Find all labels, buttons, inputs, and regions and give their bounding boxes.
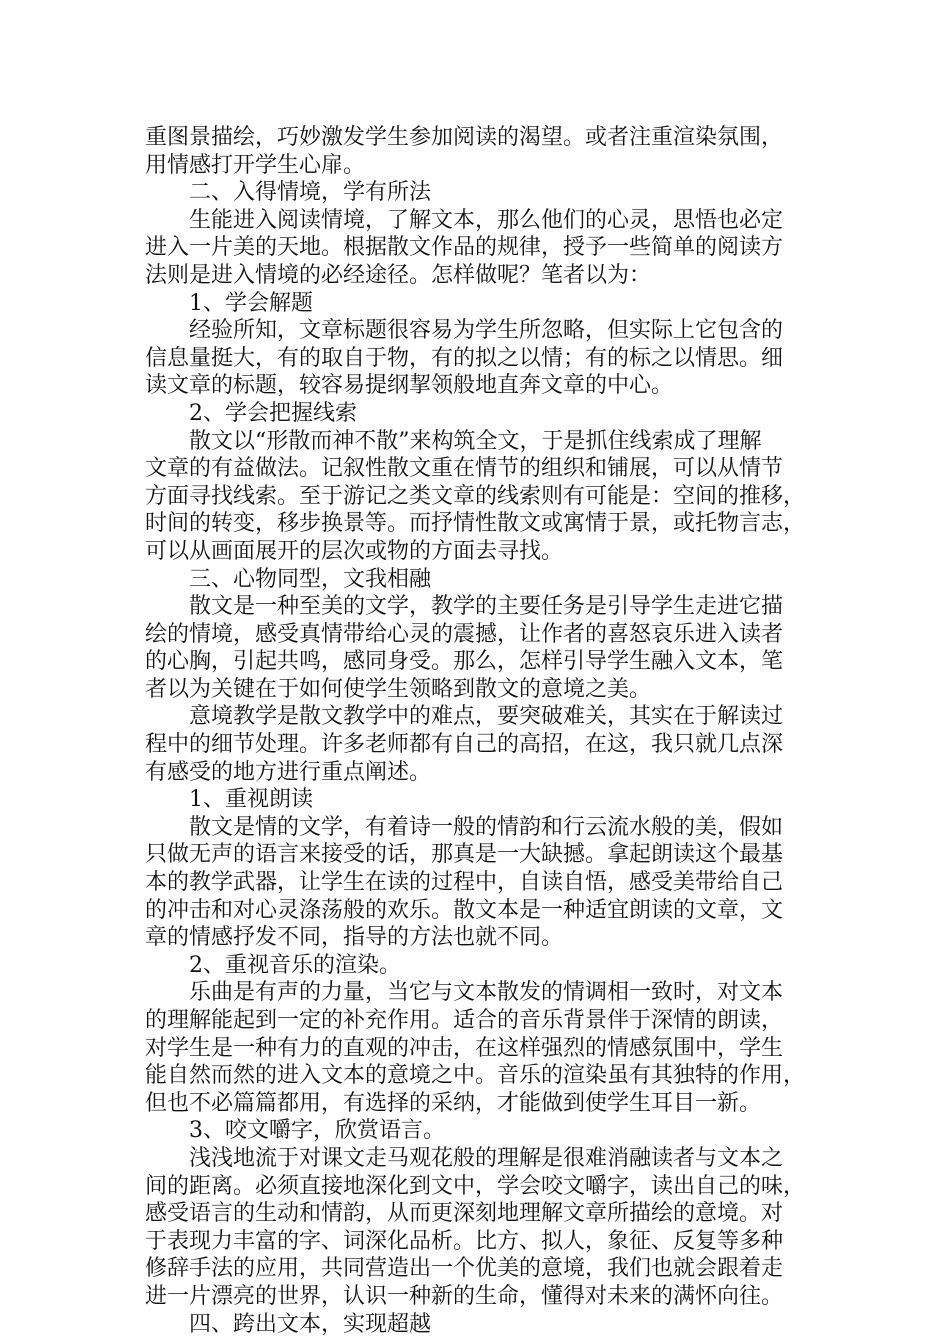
text-line: 散文是情的文学，有着诗一般的情韵和行云流水般的美，假如	[189, 814, 784, 840]
text-line: 1、学会解题	[189, 290, 313, 316]
text-line: 本的教学武器，让学生在读的过程中，自读自悟，感受美带给自己	[145, 870, 784, 896]
text-line: 的心胸，引起共鸣，感同身受。那么，怎样引导学生融入文本，笔	[145, 649, 784, 675]
text-line: 重图景描绘，巧妙激发学生参加阅读的渴望。或者注重渲染氛围，	[145, 125, 784, 150]
text-line: 于表现力丰富的字、词深化品析。比方、拟人，象征、反复等多种	[145, 1228, 784, 1254]
text-line: 用情感打开学生心扉。	[145, 152, 366, 178]
text-line: 修辞手法的应用，共同营造出一个优美的意境，我们也就会跟着走	[145, 1256, 784, 1282]
text-line: 对学生是一种有力的直观的冲击，在这样强烈的情感氛围中，学生	[145, 1035, 784, 1061]
text-line: 经验所知，文章标题很容易为学生所忽略，但实际上它包含的	[189, 318, 784, 344]
text-line: 章的情感抒发不同，指导的方法也就不同。	[145, 925, 564, 951]
text-line: 进入一片美的天地。根据散文作品的规律，授予一些简单的阅读方	[145, 235, 784, 261]
text-line: 法则是进入情境的必经途径。怎样做呢？笔者以为：	[145, 262, 652, 288]
text-line: 1、重视朗读	[189, 787, 313, 813]
document-body	[145, 124, 805, 1338]
text-line: 能自然而然的进入文本的意境之中。音乐的渲染虽有其独特的作用，	[145, 1063, 806, 1089]
text-line: 可以从画面展开的层次或物的方面去寻找。	[145, 538, 564, 564]
text-line: 2、学会把握线索	[189, 400, 357, 426]
text-line: 2、重视音乐的渲染。	[189, 952, 401, 978]
text-line: 进一片漂亮的世界，认识一种新的生命，懂得对未来的满怀向往。	[145, 1283, 784, 1309]
text-line: 文章的有益做法。记叙性散文重在情节的组织和铺展，可以从情节	[145, 456, 784, 482]
text-line: 感受语言的生动和情韵，从而更深刻地理解文章所描绘的意境。对	[145, 1201, 784, 1227]
text-line: 三、心物同型，文我相融	[189, 566, 432, 592]
text-line: 信息量挺大，有的取自于物，有的拟之以情；有的标之以情思。细	[145, 345, 784, 371]
text-line: 散文以“形散而神不散”来构筑全文，于是抓住线索成了理解	[189, 428, 762, 454]
text-line: 只做无声的语言来接受的话，那真是一大缺撼。拿起朗读这个最基	[145, 842, 784, 868]
text-line: 四、跨出文本，实现超越	[189, 1311, 432, 1337]
text-line: 时间的转变，移步换景等。而抒情性散文或寓情于景，或托物言志，	[145, 511, 806, 537]
text-line: 意境教学是散文教学中的难点，要突破难关，其实在于解读过	[189, 704, 784, 730]
text-line: 有感受的地方进行重点阐述。	[145, 759, 432, 785]
text-line: 读文章的标题，较容易提纲挈领般地直奔文章的中心。	[145, 373, 674, 399]
text-line: 二、入得情境，学有所法	[189, 180, 432, 206]
text-line: 散文是一种至美的文学，教学的主要任务是引导学生走进它描	[189, 594, 784, 620]
text-line: 但也不必篇篇都用，有选择的采纳，才能做到使学生耳目一新。	[145, 1090, 762, 1116]
text-line: 乐曲是有声的力量，当它与文本散发的情调相一致时，对文本	[189, 980, 784, 1006]
text-line: 的冲击和对心灵涤荡般的欢乐。散文本是一种适宜朗读的文章，文	[145, 897, 784, 923]
text-line: 绘的情境，感受真情带给心灵的震撼，让作者的喜怒哀乐进入读者	[145, 621, 784, 647]
text-line: 的理解能起到一定的补充作用。适合的音乐背景伴于深情的朗读，	[145, 1008, 784, 1033]
text-line: 生能进入阅读情境，了解文本，那么他们的心灵，思悟也必定	[189, 207, 784, 233]
text-line: 程中的细节处理。许多老师都有自己的高招，在这，我只就几点深	[145, 732, 784, 758]
text-line: 者以为关键在于如何使学生领略到散文的意境之美。	[145, 676, 652, 702]
text-line: 间的距离。必须直接地深化到文中，学会咬文嚼字，读出自己的味，	[145, 1173, 806, 1199]
text-line: 3、咬文嚼字，欣赏语言。	[189, 1118, 445, 1144]
text-line: 浅浅地流于对课文走马观花般的理解是很难消融读者与文本之	[189, 1145, 784, 1171]
text-line: 方面寻找线索。至于游记之类文章的线索则有可能是：空间的推移，	[145, 483, 806, 509]
